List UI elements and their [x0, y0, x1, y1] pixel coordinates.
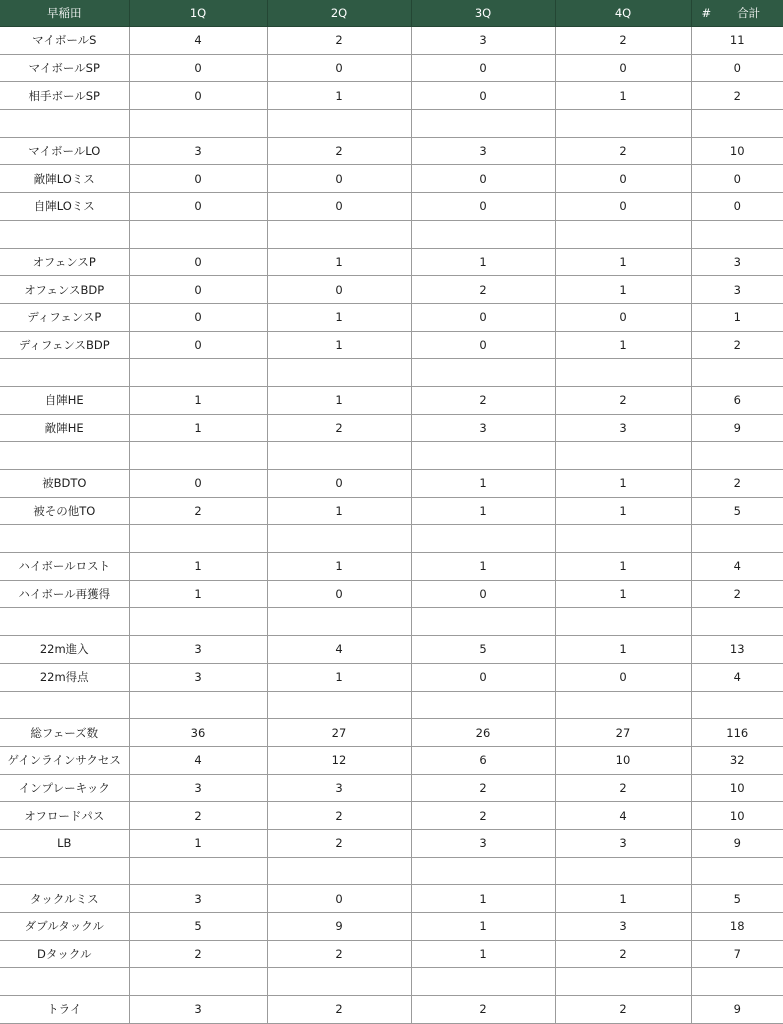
- empty-cell: [0, 608, 129, 636]
- cell-q4: 3: [555, 414, 691, 442]
- empty-cell: [555, 608, 691, 636]
- cell-total: 0: [691, 193, 783, 221]
- cell-total: 10: [691, 802, 783, 830]
- table-row: [0, 774, 783, 802]
- empty-cell: [129, 968, 267, 996]
- header-total-label: 合計: [737, 6, 761, 20]
- row-label: マイボールS: [0, 27, 129, 55]
- empty-cell: [0, 442, 129, 470]
- table-row: [0, 193, 783, 221]
- empty-cell: [267, 110, 411, 138]
- empty-cell: [691, 691, 783, 719]
- empty-cell: [0, 968, 129, 996]
- cell-q2: 1: [267, 248, 411, 276]
- empty-cell: [129, 220, 267, 248]
- row-label: タックルミス: [0, 885, 129, 913]
- cell-q2: 0: [267, 54, 411, 82]
- table-row: [0, 414, 783, 442]
- cell-q2: 0: [267, 885, 411, 913]
- cell-q2: 3: [267, 774, 411, 802]
- cell-total: 2: [691, 82, 783, 110]
- cell-q1: 3: [129, 996, 267, 1024]
- table-row: [0, 996, 783, 1024]
- empty-cell: [411, 220, 555, 248]
- cell-total: 32: [691, 746, 783, 774]
- cell-q3: 26: [411, 719, 555, 747]
- empty-cell: [267, 359, 411, 387]
- cell-q1: 3: [129, 663, 267, 691]
- table-row: [0, 829, 783, 857]
- cell-q1: 0: [129, 54, 267, 82]
- empty-cell: [0, 220, 129, 248]
- cell-q1: 5: [129, 913, 267, 941]
- cell-q3: 0: [411, 82, 555, 110]
- empty-cell: [555, 220, 691, 248]
- cell-total: 116: [691, 719, 783, 747]
- cell-q4: 1: [555, 636, 691, 664]
- cell-q2: 1: [267, 663, 411, 691]
- cell-q4: 2: [555, 27, 691, 55]
- cell-q2: 1: [267, 303, 411, 331]
- empty-cell: [691, 608, 783, 636]
- cell-q1: 4: [129, 746, 267, 774]
- empty-cell: [129, 525, 267, 553]
- cell-q2: 2: [267, 27, 411, 55]
- cell-q2: 4: [267, 636, 411, 664]
- empty-cell: [0, 691, 129, 719]
- cell-q4: 1: [555, 276, 691, 304]
- table-row: [0, 248, 783, 276]
- row-label: ディフェンスBDP: [0, 331, 129, 359]
- cell-q1: 3: [129, 137, 267, 165]
- cell-q4: 1: [555, 470, 691, 498]
- empty-cell: [267, 968, 411, 996]
- empty-cell: [0, 359, 129, 387]
- empty-cell: [0, 857, 129, 885]
- cell-q1: 2: [129, 802, 267, 830]
- cell-q3: 2: [411, 276, 555, 304]
- cell-q3: 1: [411, 913, 555, 941]
- table-row: [0, 165, 783, 193]
- header-q3: 3Q: [411, 0, 555, 27]
- row-label: 総フェーズ数: [0, 719, 129, 747]
- cell-q4: 1: [555, 248, 691, 276]
- cell-total: 11: [691, 27, 783, 55]
- empty-cell: [691, 525, 783, 553]
- cell-q3: 0: [411, 580, 555, 608]
- cell-q3: 3: [411, 829, 555, 857]
- header-total: [691, 0, 783, 27]
- hash-icon: #: [701, 6, 712, 20]
- cell-q2: 1: [267, 553, 411, 581]
- cell-q2: 0: [267, 165, 411, 193]
- row-label: オフェンスBDP: [0, 276, 129, 304]
- table-row: [0, 497, 783, 525]
- table-row: [0, 663, 783, 691]
- cell-q1: 1: [129, 414, 267, 442]
- row-label: ハイボール再獲得: [0, 580, 129, 608]
- cell-q3: 0: [411, 54, 555, 82]
- cell-q4: 1: [555, 885, 691, 913]
- cell-total: 5: [691, 885, 783, 913]
- cell-q2: 2: [267, 829, 411, 857]
- cell-q3: 3: [411, 414, 555, 442]
- empty-cell: [691, 220, 783, 248]
- empty-cell: [411, 525, 555, 553]
- cell-q1: 0: [129, 193, 267, 221]
- row-label: ディフェンスP: [0, 303, 129, 331]
- row-label: ハイボールロスト: [0, 553, 129, 581]
- empty-cell: [129, 691, 267, 719]
- cell-q3: 0: [411, 331, 555, 359]
- row-label: LB: [0, 829, 129, 857]
- empty-cell: [267, 691, 411, 719]
- row-label: 22m得点: [0, 663, 129, 691]
- row-label: マイボールSP: [0, 54, 129, 82]
- table-row: [0, 82, 783, 110]
- table-row: [0, 470, 783, 498]
- cell-q4: 2: [555, 996, 691, 1024]
- cell-q3: 3: [411, 27, 555, 55]
- cell-q2: 0: [267, 470, 411, 498]
- separator-row: [0, 525, 783, 553]
- table-row: [0, 940, 783, 968]
- row-label: 自陣LOミス: [0, 193, 129, 221]
- cell-q1: 0: [129, 165, 267, 193]
- row-label: マイボールLO: [0, 137, 129, 165]
- empty-cell: [267, 525, 411, 553]
- cell-q3: 1: [411, 470, 555, 498]
- separator-row: [0, 359, 783, 387]
- cell-q2: 12: [267, 746, 411, 774]
- cell-q3: 2: [411, 802, 555, 830]
- cell-total: 2: [691, 580, 783, 608]
- cell-q4: 0: [555, 663, 691, 691]
- cell-total: 9: [691, 414, 783, 442]
- cell-total: 5: [691, 497, 783, 525]
- empty-cell: [555, 857, 691, 885]
- empty-cell: [411, 691, 555, 719]
- cell-q1: 2: [129, 940, 267, 968]
- cell-q4: 3: [555, 913, 691, 941]
- table-row: [0, 802, 783, 830]
- cell-q1: 3: [129, 774, 267, 802]
- cell-q3: 0: [411, 165, 555, 193]
- cell-q4: 1: [555, 580, 691, 608]
- cell-total: 13: [691, 636, 783, 664]
- table-row: [0, 553, 783, 581]
- cell-q3: 1: [411, 497, 555, 525]
- cell-q2: 2: [267, 802, 411, 830]
- empty-cell: [0, 110, 129, 138]
- cell-q1: 1: [129, 829, 267, 857]
- empty-cell: [129, 857, 267, 885]
- cell-q3: 0: [411, 663, 555, 691]
- empty-cell: [129, 110, 267, 138]
- header-q2: 2Q: [267, 0, 411, 27]
- row-label: 自陣HE: [0, 386, 129, 414]
- cell-total: 1: [691, 303, 783, 331]
- cell-q3: 3: [411, 137, 555, 165]
- empty-cell: [267, 608, 411, 636]
- empty-cell: [411, 442, 555, 470]
- header-team: 早稲田: [0, 0, 129, 27]
- cell-q2: 1: [267, 82, 411, 110]
- table-row: [0, 54, 783, 82]
- cell-total: 0: [691, 54, 783, 82]
- table-row: [0, 137, 783, 165]
- cell-q1: 0: [129, 248, 267, 276]
- cell-q4: 2: [555, 137, 691, 165]
- cell-q4: 2: [555, 940, 691, 968]
- cell-total: 3: [691, 276, 783, 304]
- empty-cell: [555, 525, 691, 553]
- table-row: [0, 746, 783, 774]
- cell-q4: 1: [555, 82, 691, 110]
- cell-total: 2: [691, 470, 783, 498]
- row-label: 22m進入: [0, 636, 129, 664]
- cell-q1: 2: [129, 497, 267, 525]
- empty-cell: [411, 359, 555, 387]
- cell-total: 4: [691, 553, 783, 581]
- separator-row: [0, 608, 783, 636]
- row-label: ダブルタックル: [0, 913, 129, 941]
- cell-q2: 1: [267, 331, 411, 359]
- cell-q3: 5: [411, 636, 555, 664]
- separator-row: [0, 968, 783, 996]
- empty-cell: [411, 968, 555, 996]
- row-label: オフロードパス: [0, 802, 129, 830]
- cell-q2: 2: [267, 996, 411, 1024]
- cell-q1: 1: [129, 553, 267, 581]
- cell-total: 10: [691, 137, 783, 165]
- cell-q2: 9: [267, 913, 411, 941]
- cell-q2: 1: [267, 386, 411, 414]
- cell-total: 9: [691, 829, 783, 857]
- cell-q1: 1: [129, 386, 267, 414]
- cell-q2: 2: [267, 137, 411, 165]
- cell-q4: 27: [555, 719, 691, 747]
- cell-q4: 1: [555, 331, 691, 359]
- cell-q2: 0: [267, 193, 411, 221]
- cell-q3: 0: [411, 193, 555, 221]
- cell-q3: 6: [411, 746, 555, 774]
- cell-total: 0: [691, 165, 783, 193]
- cell-q3: 2: [411, 996, 555, 1024]
- row-label: オフェンスP: [0, 248, 129, 276]
- cell-q4: 2: [555, 386, 691, 414]
- cell-total: 18: [691, 913, 783, 941]
- header-row: [0, 0, 783, 27]
- cell-q4: 0: [555, 193, 691, 221]
- cell-total: 3: [691, 248, 783, 276]
- cell-q4: 0: [555, 165, 691, 193]
- cell-q3: 1: [411, 885, 555, 913]
- row-label: 被その他TO: [0, 497, 129, 525]
- cell-q4: 4: [555, 802, 691, 830]
- table-row: [0, 303, 783, 331]
- empty-cell: [555, 110, 691, 138]
- empty-cell: [691, 857, 783, 885]
- empty-cell: [267, 442, 411, 470]
- row-label: ゲインラインサクセス: [0, 746, 129, 774]
- separator-row: [0, 442, 783, 470]
- empty-cell: [691, 442, 783, 470]
- separator-row: [0, 220, 783, 248]
- cell-q4: 1: [555, 497, 691, 525]
- table-row: [0, 885, 783, 913]
- cell-total: 6: [691, 386, 783, 414]
- header-q1: 1Q: [129, 0, 267, 27]
- empty-cell: [411, 857, 555, 885]
- cell-q3: 2: [411, 386, 555, 414]
- row-label: 被BDTO: [0, 470, 129, 498]
- cell-q1: 0: [129, 470, 267, 498]
- cell-total: 9: [691, 996, 783, 1024]
- cell-q4: 10: [555, 746, 691, 774]
- header-q4: 4Q: [555, 0, 691, 27]
- empty-cell: [129, 442, 267, 470]
- cell-q3: 2: [411, 774, 555, 802]
- empty-cell: [555, 359, 691, 387]
- cell-q4: 0: [555, 54, 691, 82]
- empty-cell: [555, 442, 691, 470]
- empty-cell: [411, 608, 555, 636]
- table-row: [0, 580, 783, 608]
- row-label: トライ: [0, 996, 129, 1024]
- row-label: 相手ボールSP: [0, 82, 129, 110]
- empty-cell: [555, 691, 691, 719]
- empty-cell: [267, 857, 411, 885]
- cell-q2: 2: [267, 940, 411, 968]
- cell-total: 10: [691, 774, 783, 802]
- cell-q4: 1: [555, 553, 691, 581]
- cell-q3: 1: [411, 940, 555, 968]
- cell-q1: 3: [129, 885, 267, 913]
- table-row: [0, 719, 783, 747]
- cell-q4: 3: [555, 829, 691, 857]
- separator-row: [0, 110, 783, 138]
- cell-q1: 4: [129, 27, 267, 55]
- table-row: [0, 913, 783, 941]
- cell-q1: 0: [129, 303, 267, 331]
- cell-q4: 2: [555, 774, 691, 802]
- cell-q1: 3: [129, 636, 267, 664]
- cell-q2: 0: [267, 276, 411, 304]
- cell-q3: 0: [411, 303, 555, 331]
- empty-cell: [691, 110, 783, 138]
- cell-q1: 36: [129, 719, 267, 747]
- cell-q2: 1: [267, 497, 411, 525]
- empty-cell: [691, 359, 783, 387]
- cell-q1: 1: [129, 580, 267, 608]
- empty-cell: [129, 359, 267, 387]
- row-label: 敵陣HE: [0, 414, 129, 442]
- row-label: Dタックル: [0, 940, 129, 968]
- table-row: [0, 276, 783, 304]
- empty-cell: [411, 110, 555, 138]
- table-row: [0, 331, 783, 359]
- table-body: [0, 27, 783, 1024]
- row-label: インプレーキック: [0, 774, 129, 802]
- cell-q3: 1: [411, 248, 555, 276]
- empty-cell: [0, 525, 129, 553]
- empty-cell: [267, 220, 411, 248]
- table-row: [0, 27, 783, 55]
- cell-q1: 0: [129, 276, 267, 304]
- empty-cell: [691, 968, 783, 996]
- cell-q4: 0: [555, 303, 691, 331]
- empty-cell: [129, 608, 267, 636]
- cell-q2: 27: [267, 719, 411, 747]
- cell-total: 4: [691, 663, 783, 691]
- separator-row: [0, 857, 783, 885]
- cell-q3: 1: [411, 553, 555, 581]
- row-label: 敵陣LOミス: [0, 165, 129, 193]
- empty-cell: [555, 968, 691, 996]
- cell-total: 7: [691, 940, 783, 968]
- cell-q2: 0: [267, 580, 411, 608]
- cell-q2: 2: [267, 414, 411, 442]
- separator-row: [0, 691, 783, 719]
- cell-q1: 0: [129, 82, 267, 110]
- table-row: [0, 386, 783, 414]
- cell-total: 2: [691, 331, 783, 359]
- table-row: [0, 636, 783, 664]
- cell-q1: 0: [129, 331, 267, 359]
